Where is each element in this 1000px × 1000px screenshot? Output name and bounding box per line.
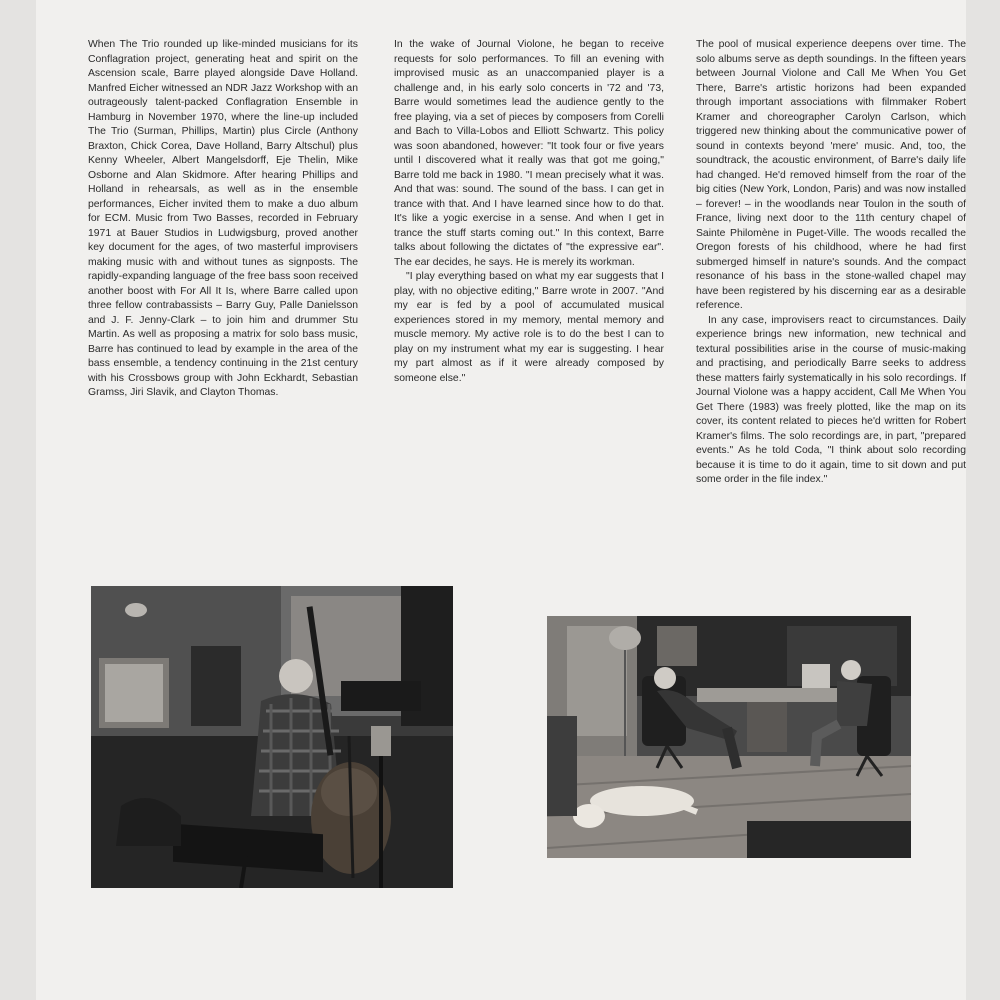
photo-bassist-in-studio: [91, 586, 453, 888]
paragraph: "I play everything based on what my ear suggests that I play, with no objective editing," Barre wrote in 2007. "And my ear is fed by a pool of accumulated musical experiences stored in my memory, mental memory and muscle memory. My active role is to do the best I can to play on my instrument what my ear is suggesting. I hear my part almost as if it were already composed by someone else.": [394, 271, 664, 384]
paragraph: The pool of musical experience deepens over time. The solo albums serve as depth soundings. In the fifteen years between Journal Violone and Call Me When You Get There, Barre's artistic horizons had been expanded through important associations with filmmaker Robert Kramer and choreographer Carolyn Carlson, which triggered new thinking about the communicative power of sound in contexts beyond 'mere' music. And, too, the soundtrack, the acoustic environment, of Barre's daily life had changed. He'd removed himself from the roar of the big cities (New York, London, Paris) and was now installed – forever! – in the woodlands near Toulon in the south of France, living next door to the 11th century chapel of Sainte Philomène in Puget-Ville. The woods recalled the Oregon forests of his childhood, where he had first submerged himself in nature's sounds. And the compact resonance of his bass in the stone-walled chapel may have been registered by his discerning ear as a desirable reference.: [696, 39, 966, 311]
text-column-2: [394, 38, 664, 386]
photo-control-room-with-dog: [547, 616, 911, 858]
paragraph: In any case, improvisers react to circumstances. Daily experience brings new information, new technical and textural possibilities arise in the course of music-making and practising, and periodically Barre seeks to address these matters fairly systematically in his solo recordings. If Journal Violone was a happy accident, Call Me When You Get There (1983) was freely plotted, like the map on its cover, its content related to pieces he'd written for Robert Kramer's films. The solo recordings are, in part, "prepared events." As he told Coda, "I think about solo recording because it is time to do it again, time to sit down and put some order in the file index.": [696, 314, 966, 485]
text-column-3: [696, 38, 966, 488]
photo-bassist-illustration: [91, 586, 453, 888]
paragraph: When The Trio rounded up like-minded musicians for its Conflagration project, generating heat and spirit on the Ascension scale, Barre played alongside Dave Holland. Manfred Eicher witnessed an NDR Jazz Workshop with an outrageously talent-packed Conflagration Ensemble in Hamburg in November 1970, where the line-up included The Trio (Surman, Phillips, Martin) plus Circle (Anthony Braxton, Chick Corea, Dave Holland, Barry Altschul) plus Kenny Wheeler, Albert Mangelsdorff, Eje Thelin, Mike Osborne and Alan Skidmore. After hearing Phillips and Holland in rehearsals, as well as in the ensemble performances, Eicher invited them to make a duo album for ECM. Music from Two Basses, recorded in February 1971 at Bauer Studios in Ludwigsburg, proved another key document for the ages, of two masterful improvisers making music with and without tunes as signposts. The rapidly-expanding language of the free bass soon received another boost with For All It Is, where Barre called upon three fellow contrabassists – Barry Guy, Palle Danielsson and J. F. Jenny-Clark – to join him and drummer Stu Martin. As well as proposing a matrix for solo bass music, Barre has continued to lead by example in the area of the bass ensemble, a tendency continuing in the 21st century with his Crossbows group with John Eckhardt, Sebastian Gramss, Jiri Slavik, and Clayton Thomas.: [88, 39, 358, 398]
page: [36, 0, 966, 1000]
paragraph: In the wake of Journal Violone, he began to receive requests for solo performances. To fill an evening with improvised music as an unaccompanied player is a challenge and, in his early solo concerts in '72 and '73, Barre would sometimes lead the audience gently to the free playing, via a set of pieces by composers from Corelli and Bach to Villa-Lobos and Elliott Schwartz. This policy was soon abandoned, however: "It took four or five years until I discovered what it really was that got me going," Barre told me back in 1980. "I mean precisely what it was. And that was: sound. The sound of the bass. I can get in trance with that. And I have learned since how to do that. It's like a yogic exercise in a sense. And when I get in trance the stuff starts coming out." In this context, Barre talks about following the dictates of "the expressive ear". The ear decides, he says. He is merely its workman.: [394, 39, 664, 268]
text-column-1: [88, 38, 358, 401]
photo-control-room-illustration: [547, 616, 911, 858]
